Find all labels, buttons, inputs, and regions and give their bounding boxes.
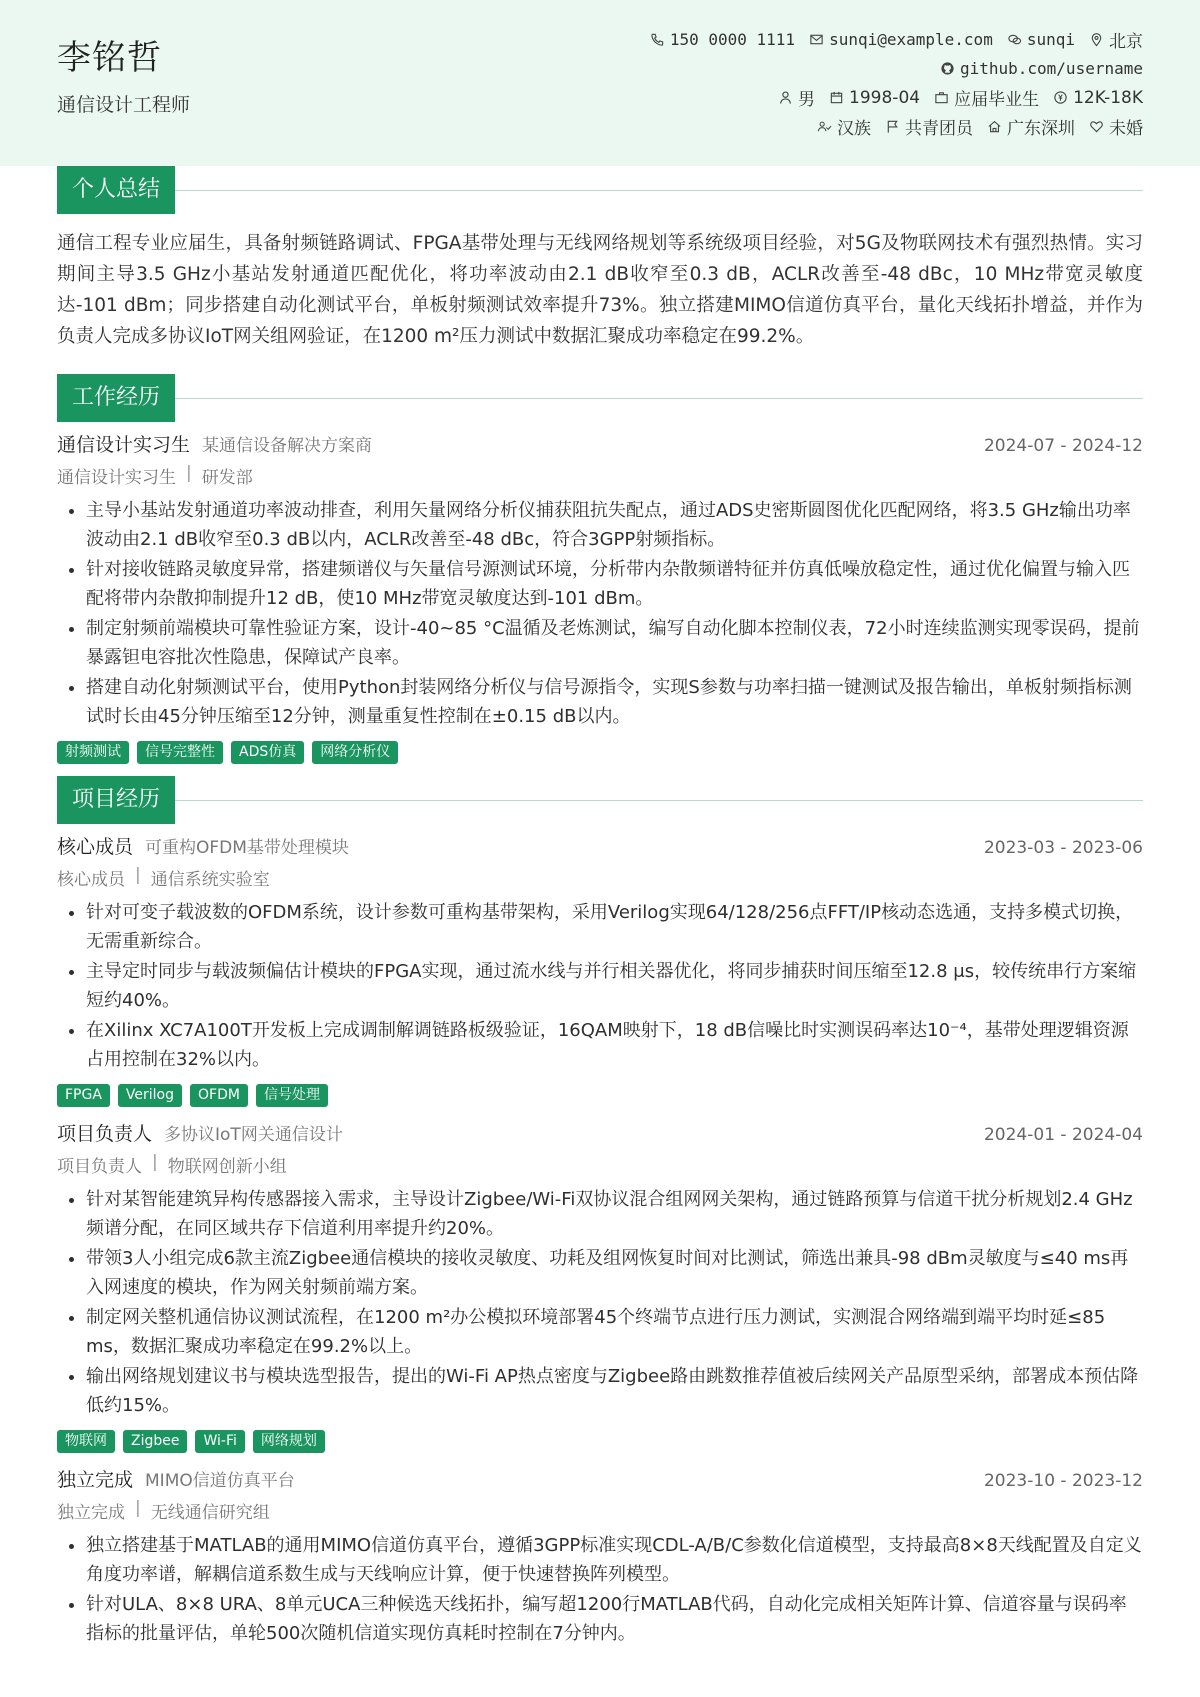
bullet-item: • 针对接收链路灵敏度异常，搭建频谱仪与矢量信号源测试环境，分析带内杂散频谱特征并仿真低噪放稳定性，通过优化偏置与输入匹配将带内杂散抑制提升12 dB，使10 MHz带宽灵敏度达到-101 dBm。 xyxy=(86,555,1143,613)
skill-tags xyxy=(57,1430,1143,1453)
section-divider xyxy=(175,800,1143,801)
person-icon xyxy=(778,90,793,105)
location-icon xyxy=(1089,32,1104,47)
status-text: 应届毕业生 xyxy=(954,90,1040,110)
entry-bullets xyxy=(57,1185,1143,1420)
status xyxy=(934,85,1039,110)
summary-section xyxy=(57,166,1143,352)
email-text: sunqi@example.com xyxy=(829,30,993,49)
entry-title: 核心成员 xyxy=(57,836,134,858)
marital xyxy=(1089,114,1143,139)
salary xyxy=(1053,88,1143,108)
separator: | xyxy=(135,865,141,885)
summary-heading xyxy=(57,166,1143,214)
skill-tag: 信号处理 xyxy=(256,1084,328,1107)
projects-heading xyxy=(57,776,1143,824)
entry-date: 2023-03 - 2023-06 xyxy=(983,838,1143,858)
hometown-text: 广东深圳 xyxy=(1007,119,1075,139)
summary-text: 通信工程专业应届生，具备射频链路调试、FPGA基带处理与无线网络规划等系统级项目经验，对5G及物联网技术有强烈热情。实习期间主导3.5 GHz小基站发射通道匹配优化，将功率波动由2.1 dB收窄至0.3 dB，ACLR改善至-48 dBc，10 MHz带宽灵敏度达-101 dBm；同步搭建自动化测试平台，单板射频测试效率提升73%。独立搭建MIMO信道仿真平台，量化天线拓扑增益，并作为负责人完成多协议IoT网关组网验证，在1200 m²压力测试中数据汇聚成功率稳定在99.2%。 xyxy=(57,233,1143,347)
entry-bullets xyxy=(57,1531,1143,1648)
bullet-item: • 针对可变子载波数的OFDM系统，设计参数可重构基带架构，采用Verilog实现64/128/256点FFT/IP核动态选通，支持多模式切换，无需重新综合。 xyxy=(86,898,1143,956)
birth xyxy=(829,88,920,108)
bullet-item: • 输出网络规划建议书与模块选型报告，提出的Wi-Fi AP热点密度与Zigbee路由跳数推荐值被后续网关产品原型采纳，部署成本预估降低约15%。 xyxy=(86,1362,1143,1420)
skill-tag: ADS仿真 xyxy=(231,741,304,764)
project-entry xyxy=(57,1465,1143,1648)
project-entry xyxy=(57,1119,1143,1453)
politics xyxy=(885,114,973,139)
entry-date: 2024-07 - 2024-12 xyxy=(983,436,1143,456)
entry-org: MIMO信道仿真平台 xyxy=(145,1471,295,1491)
entry-role: 通信设计实习生 xyxy=(57,468,176,488)
bullet-item: • 主导定时同步与载波频偏估计模块的FPGA实现，通过流水线与并行相关器优化，将同步捕获时间压缩至12.8 μs，较传统串行方案缩短约40%。 xyxy=(86,957,1143,1015)
resume-body xyxy=(0,166,1200,1648)
entry-bullets xyxy=(57,898,1143,1074)
entry-role: 核心成员 xyxy=(57,870,125,890)
entry-subtitle xyxy=(57,463,1143,488)
skill-tags xyxy=(57,741,1143,764)
entry-bullets xyxy=(57,496,1143,731)
bullet-item: • 带领3人小组完成6款主流Zigbee通信模块的接收灵敏度、功耗及组网恢复时间对比测试，筛选出兼具-98 dBm灵敏度与≤40 ms再入网速度的模块，作为网关射频前端方案。 xyxy=(86,1244,1143,1302)
skill-tag: OFDM xyxy=(190,1084,248,1107)
entry-date: 2023-10 - 2023-12 xyxy=(983,1471,1143,1491)
salary-text: 12K-18K xyxy=(1073,87,1143,108)
home-icon xyxy=(987,119,1002,134)
section-title: 项目经历 xyxy=(57,776,175,824)
project-entry xyxy=(57,832,1143,1107)
skill-tag: Verilog xyxy=(118,1084,182,1107)
gender xyxy=(778,85,815,110)
separator: | xyxy=(186,463,192,483)
separator: | xyxy=(135,1498,141,1518)
politics-text: 共青团员 xyxy=(905,119,973,139)
bullet-item: • 在Xilinx XC7A100T开发板上完成调制解调链路板级验证，16QAM映射下，18 dB信噪比时实测误码率达10⁻⁴，基带处理逻辑资源占用控制在32%以内。 xyxy=(86,1016,1143,1074)
work-heading xyxy=(57,374,1143,422)
flag-icon xyxy=(885,119,900,134)
marital-text: 未婚 xyxy=(1109,119,1143,139)
ethnicity xyxy=(817,114,871,139)
entry-org: 多协议IoT网关通信设计 xyxy=(164,1125,343,1145)
phone-text: 150 0000 1111 xyxy=(669,30,796,49)
entry-title: 项目负责人 xyxy=(57,1123,153,1145)
users-icon xyxy=(817,119,832,134)
entry-dept: 无线通信研究组 xyxy=(150,1503,270,1523)
github[interactable] xyxy=(940,59,1143,78)
skill-tag: 网络规划 xyxy=(253,1430,325,1453)
hometown xyxy=(987,114,1075,139)
mail-icon xyxy=(809,32,824,47)
github-text: github.com/username xyxy=(959,59,1143,78)
entry-org: 某通信设备解决方案商 xyxy=(202,436,373,456)
briefcase-icon xyxy=(934,90,949,105)
bullet-item: • 搭建自动化射频测试平台，使用Python封装网络分析仪与信号源指令，实现S参数与功率扫描一键测试及报告输出，单板射频指标测试时长由45分钟压缩至12分钟，测量重复性控制在±0.15 dB以内。 xyxy=(86,673,1143,731)
wechat-icon xyxy=(1007,32,1022,47)
money-icon xyxy=(1053,90,1068,105)
bullet-item: • 针对某智能建筑异构传感器接入需求，主导设计Zigbee/Wi-Fi双协议混合组网网关架构，通过链路预算与信道干扰分析规划2.4 GHz频谱分配，在同区域共存下信道利用率提升约20%。 xyxy=(86,1185,1143,1243)
section-title: 工作经历 xyxy=(57,374,175,422)
entry-subtitle xyxy=(57,1152,1143,1177)
entry-dept: 物联网创新小组 xyxy=(167,1157,287,1177)
gender-text: 男 xyxy=(798,90,816,110)
skill-tag: 网络分析仪 xyxy=(312,741,398,764)
candidate-name: 李铭哲 xyxy=(57,38,162,78)
section-title: 个人总结 xyxy=(57,166,175,214)
calendar-icon xyxy=(829,90,844,105)
entry-title: 独立完成 xyxy=(57,1469,134,1491)
entry-role: 项目负责人 xyxy=(57,1157,142,1177)
entry-subtitle xyxy=(57,865,1143,890)
skill-tag: 物联网 xyxy=(57,1430,115,1453)
wechat-text: sunqi xyxy=(1026,30,1075,49)
birth-text: 1998-04 xyxy=(849,87,921,108)
bullet-item: • 制定网关整机通信协议测试流程，在1200 m²办公模拟环境部署45个终端节点进行压力测试，实测混合网络端到端平均时延≤85 ms，数据汇聚成功率稳定在99.2%以上。 xyxy=(86,1303,1143,1361)
skill-tag: Wi-Fi xyxy=(195,1430,244,1453)
github-icon xyxy=(940,61,955,76)
skill-tag: 信号完整性 xyxy=(137,741,223,764)
entry-role: 独立完成 xyxy=(57,1503,125,1523)
skill-tag: 射频测试 xyxy=(57,741,129,764)
city-text: 北京 xyxy=(1109,32,1143,52)
entry-org: 可重构OFDM基带处理模块 xyxy=(145,838,349,858)
bullet-item: • 制定射频前端模块可靠性验证方案，设计-40~85 °C温循及老炼测试，编写自动化脚本控制仪表，72小时连续监测实现零误码，提前暴露钽电容批次性隐患，保障试产良率。 xyxy=(86,614,1143,672)
contact-info xyxy=(650,28,1143,138)
phone[interactable] xyxy=(650,30,795,49)
section-divider xyxy=(175,190,1143,191)
bullet-item: • 主导小基站发射通道功率波动排查，利用矢量网络分析仪捕获阻抗失配点，通过ADS史密斯圆图优化匹配网络，将3.5 GHz输出功率波动由2.1 dB收窄至0.3 dB以内，ACLR改善至-48 dBc，符合3GPP射频指标。 xyxy=(86,496,1143,554)
work-section xyxy=(57,374,1143,764)
separator: | xyxy=(152,1152,158,1172)
skill-tag: FPGA xyxy=(57,1084,110,1107)
wechat xyxy=(1007,30,1075,49)
heart-icon xyxy=(1089,119,1104,134)
entry-title: 通信设计实习生 xyxy=(57,434,191,456)
ethnicity-text: 汉族 xyxy=(837,119,871,139)
work-entry xyxy=(57,430,1143,764)
entry-dept: 通信系统实验室 xyxy=(150,870,270,890)
bullet-item: • 针对ULA、8×8 URA、8单元UCA三种候选天线拓扑，编写超1200行MATLAB代码，自动化完成相关矩阵计算、信道容量与误码率指标的批量评估，单轮500次随机信道实现仿真耗时控制在7分钟内。 xyxy=(86,1590,1143,1648)
bullet-item: • 独立搭建基于MATLAB的通用MIMO信道仿真平台，遵循3GPP标准实现CDL-A/B/C参数化信道模型，支持最高8×8天线配置及自定义角度功率谱，解耦信道系数生成与天线响应计算，便于快速替换阵列模型。 xyxy=(86,1531,1143,1589)
entry-date: 2024-01 - 2024-04 xyxy=(983,1125,1143,1145)
entry-subtitle xyxy=(57,1498,1143,1523)
candidate-title: 通信设计工程师 xyxy=(57,94,191,116)
projects-section xyxy=(57,776,1143,1648)
skill-tag: Zigbee xyxy=(123,1430,187,1453)
city xyxy=(1089,27,1143,52)
section-divider xyxy=(175,398,1143,399)
entry-dept: 研发部 xyxy=(201,468,253,488)
resume-header xyxy=(0,0,1200,166)
email[interactable] xyxy=(809,30,993,49)
skill-tags xyxy=(57,1084,1143,1107)
phone-icon xyxy=(650,32,665,47)
